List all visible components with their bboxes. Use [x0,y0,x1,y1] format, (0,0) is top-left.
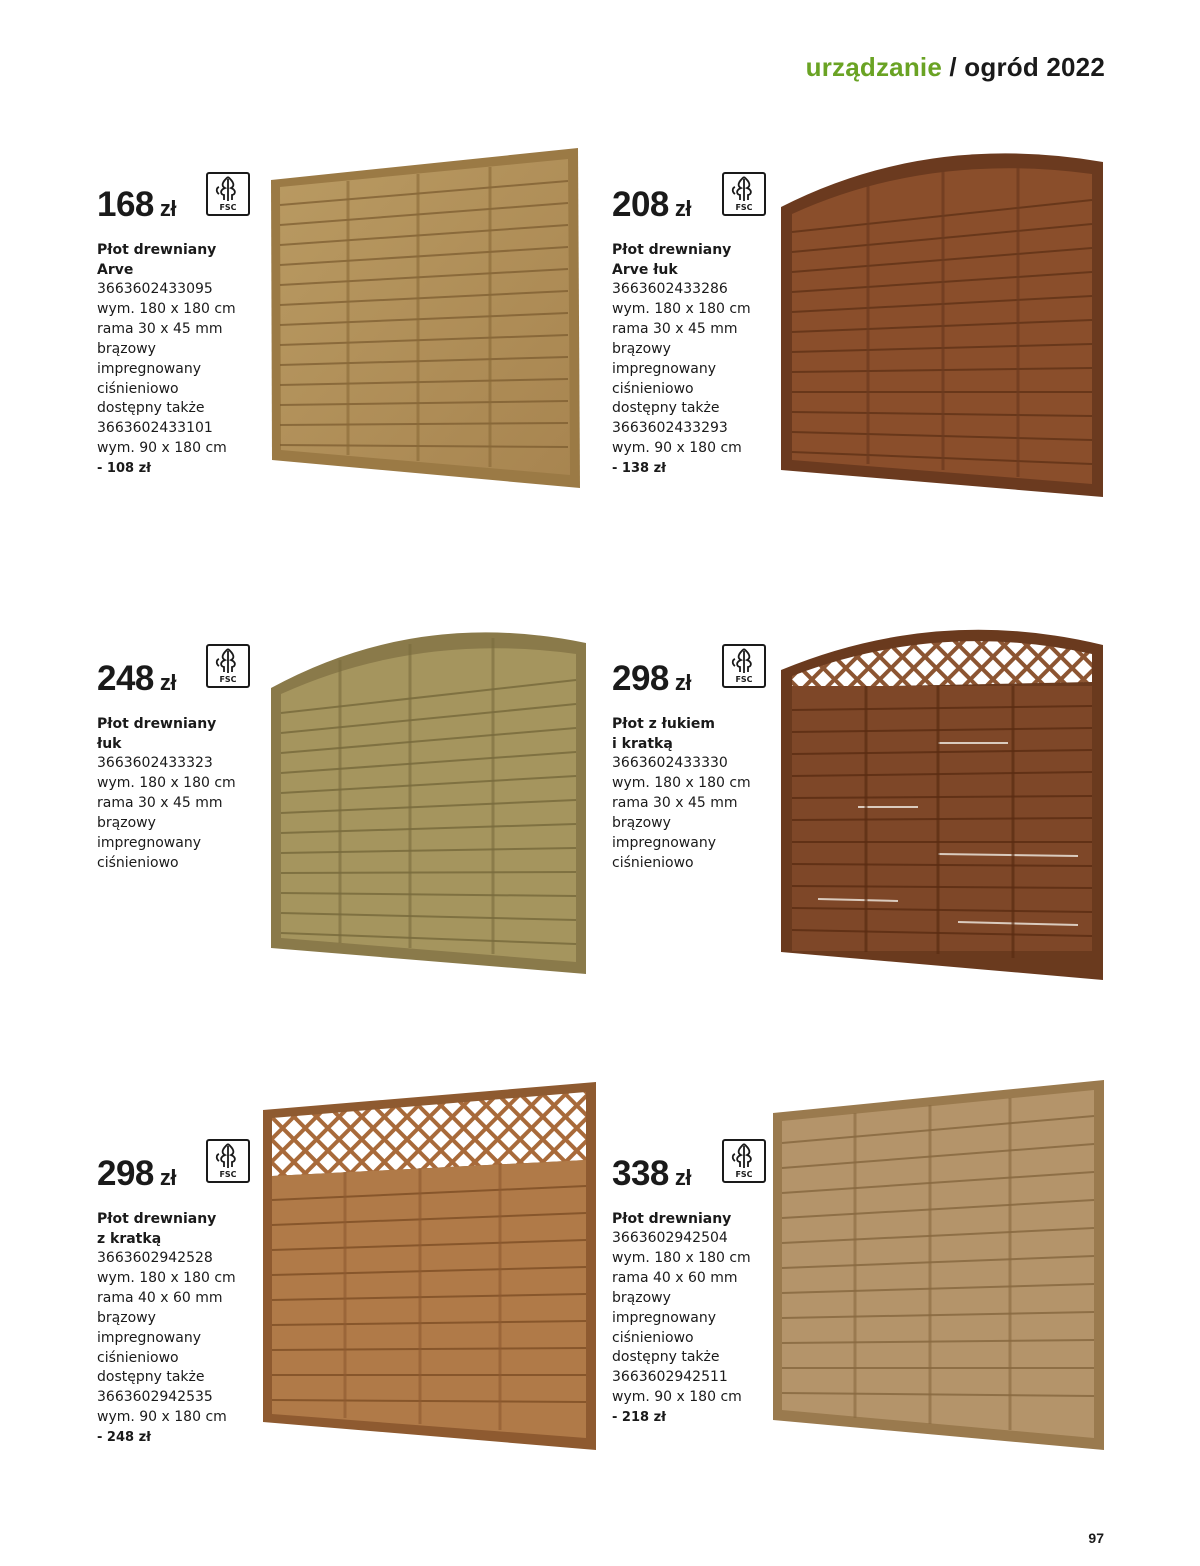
product-name: Płot z łukiem i kratką [612,716,716,752]
product-price: 248 zł [97,659,177,698]
product-name: Płot drewniany [612,1211,732,1227]
product-info [97,1154,277,1448]
fsc-logo-icon [722,644,766,688]
product-price: 298 zł [97,1154,177,1193]
product-info [612,185,792,479]
fsc-label: FSC [735,203,753,212]
fsc-label: FSC [219,203,237,212]
product-info [97,185,277,479]
product-variant-price: - 138 zł [612,461,666,477]
product-price: 338 zł [612,1154,692,1193]
product-name: Płot drewniany łuk [97,716,217,752]
product-image-fence-arched-lattice [778,620,1108,982]
fsc-logo-icon [722,1139,766,1183]
fsc-label: FSC [219,1170,237,1179]
product-specs: 3663602433095 wym. 180 x 180 cm rama 30 x 45 mm brązowy impregnowany ciśnieniowo dostępny także 3663602433101 wym. 90 x 180 cm [97,281,236,457]
fsc-logo-icon [206,172,250,216]
fsc-logo-icon [722,172,766,216]
product-price: 168 zł [97,185,177,224]
fsc-label: FSC [735,1170,753,1179]
fsc-label: FSC [735,675,753,684]
product-specs: 3663602433286 wym. 180 x 180 cm rama 30 x 45 mm brązowy impregnowany ciśnieniowo dostępny także 3663602433293 wym. 90 x 180 cm [612,281,751,457]
product-price: 298 zł [612,659,692,698]
product-specs: 3663602433330 wym. 180 x 180 cm rama 30 x 45 mm brązowy impregnowany ciśnieniowo [612,755,751,871]
product-info [612,659,792,873]
product-price: 208 zł [612,185,692,224]
product-image-fence-arched-dark [778,152,1108,502]
catalog-title: ogród 2022 [964,52,1105,82]
page-number: 97 [1088,1530,1104,1546]
product-info [97,659,277,873]
page-header [806,52,1105,83]
product-variant-price: - 248 zł [97,1430,151,1446]
section-title: urządzanie [805,52,942,82]
fsc-logo-icon [206,1139,250,1183]
product-info [612,1154,792,1428]
product-image-fence-flat-light [268,145,583,490]
product-image-fence-lattice-top [260,1080,600,1452]
product-image-fence-flat-natural [770,1078,1108,1452]
header-separator: / [942,52,965,82]
product-variant-price: - 108 zł [97,461,151,477]
product-name: Płot drewniany Arve łuk [612,242,732,278]
product-specs: 3663602942504 wym. 180 x 180 cm rama 40 x 60 mm brązowy impregnowany ciśnieniowo dostępny także 3663602942511 wym. 90 x 180 cm [612,1230,751,1406]
product-specs: 3663602942528 wym. 180 x 180 cm rama 40 x 60 mm brązowy impregnowany ciśnieniowo dostępny także 3663602942535 wym. 90 x 180 cm [97,1250,236,1426]
product-name: Płot drewniany z kratką [97,1211,217,1247]
fsc-logo-icon [206,644,250,688]
product-name: Płot drewniany Arve [97,242,217,278]
product-image-fence-arched-green [268,628,590,978]
product-specs: 3663602433323 wym. 180 x 180 cm rama 30 x 45 mm brązowy impregnowany ciśnieniowo [97,755,236,871]
fsc-label: FSC [219,675,237,684]
product-variant-price: - 218 zł [612,1410,666,1426]
